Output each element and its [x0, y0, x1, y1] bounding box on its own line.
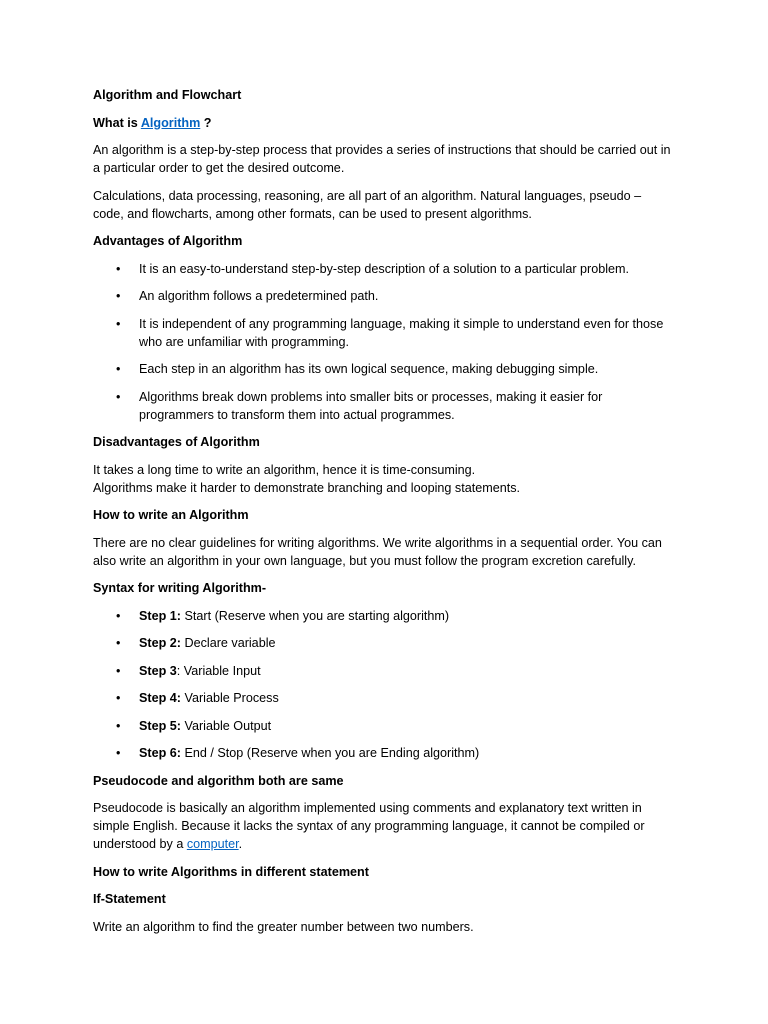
bullet-icon: • [116, 289, 121, 303]
document-title: Algorithm and Flowchart [93, 88, 242, 102]
bullet-icon: • [116, 691, 121, 705]
bullet-icon: • [116, 718, 121, 733]
list-item: • Each step in an algorithm has its own logical sequence, making debugging simple. [116, 362, 599, 376]
what-is-suffix: ? [200, 115, 212, 130]
how-to-write-heading: How to write an Algorithm [93, 508, 249, 522]
bullet-icon: • [116, 261, 121, 276]
step-text: Variable Output [181, 718, 272, 733]
step-text: Start (Reserve when you are starting algorithm) [181, 608, 450, 623]
step-text: : Variable Input [176, 663, 261, 678]
list-item: • Algorithms break down problems into smaller bits or processes, making it easier for programmers to transform them into actual programmes. [116, 389, 603, 422]
if-statement-paragraph: Write an algorithm to find the greater number between two numbers. [93, 919, 474, 934]
step-label: Step 4: [139, 691, 181, 705]
pseudocode-paragraph [93, 799, 672, 853]
advantages-heading: Advantages of Algorithm [93, 234, 243, 248]
list-item: • An algorithm follows a predetermined path. [116, 289, 379, 303]
syntax-heading: Syntax for writing Algorithm- [93, 581, 267, 595]
list-item [93, 662, 672, 680]
step-text: End / Stop (Reserve when you are Ending algorithm) [181, 746, 480, 760]
disadvantages-line-2: Algorithms make it harder to demonstrate branching and looping statements. [93, 480, 521, 495]
bullet-icon: • [116, 608, 121, 623]
algorithm-link[interactable]: Algorithm [140, 115, 201, 130]
step-label: Step 3 [139, 663, 177, 678]
bullet-icon: • [116, 316, 121, 331]
list-item [93, 717, 672, 735]
step-label: Step 6: [139, 746, 181, 760]
disadvantages-line-1: It takes a long time to write an algorithm, hence it is time-consuming. [93, 462, 476, 477]
bullet-icon: • [116, 746, 121, 760]
what-is-heading [93, 114, 672, 132]
step-label: Step 1: [139, 608, 181, 623]
disadvantages-heading: Disadvantages of Algorithm [93, 435, 260, 449]
list-item: • It is independent of any programming language, making it simple to understand even for those who are unfamiliar with programming. [116, 316, 664, 349]
step-text: Declare variable [181, 636, 276, 650]
bullet-icon: • [116, 663, 121, 678]
intro-paragraph-2: Calculations, data processing, reasoning, are all part of an algorithm. Natural languages, pseudo – code, and flowcharts, among other formats, can be used to present algorithms. [93, 188, 642, 221]
how-to-write-paragraph: There are no clear guidelines for writing algorithms. We write algorithms in a sequential order. You can also write an algorithm in your own language, but you must follow the program excretion carefully. [93, 535, 662, 568]
advantages-list [93, 260, 672, 424]
if-statement-heading: If-Statement [93, 892, 166, 906]
list-item: • It is an easy-to-understand step-by-step description of a solution to a particular problem. [116, 261, 630, 276]
step-label: Step 2: [139, 636, 181, 650]
step-text: Variable Process [181, 691, 279, 705]
list-item [93, 634, 672, 652]
pseudocode-heading: Pseudocode and algorithm both are same [93, 773, 344, 788]
pseudocode-end: . [238, 837, 243, 851]
computer-link[interactable]: computer [186, 837, 239, 851]
bullet-icon: • [116, 362, 121, 376]
bullet-icon: • [116, 389, 121, 404]
disadvantages-paragraph [93, 461, 672, 497]
what-is-prefix: What is [93, 115, 141, 130]
bullet-icon: • [116, 636, 121, 650]
list-item [93, 689, 672, 707]
list-item [93, 607, 672, 625]
different-statement-heading: How to write Algorithms in different statement [93, 864, 369, 879]
list-item [93, 744, 672, 762]
syntax-steps-list [93, 607, 672, 763]
intro-paragraph: An algorithm is a step-by-step process that provides a series of instructions that should be carried out in a particular order to get the desired outcome. [93, 143, 671, 175]
pseudocode-text: Pseudocode is basically an algorithm implemented using comments and explanatory text written in simple English. Because it lacks the syntax of any programming language, it cannot be compiled or understood by a [93, 801, 645, 851]
step-label: Step 5: [139, 718, 181, 733]
